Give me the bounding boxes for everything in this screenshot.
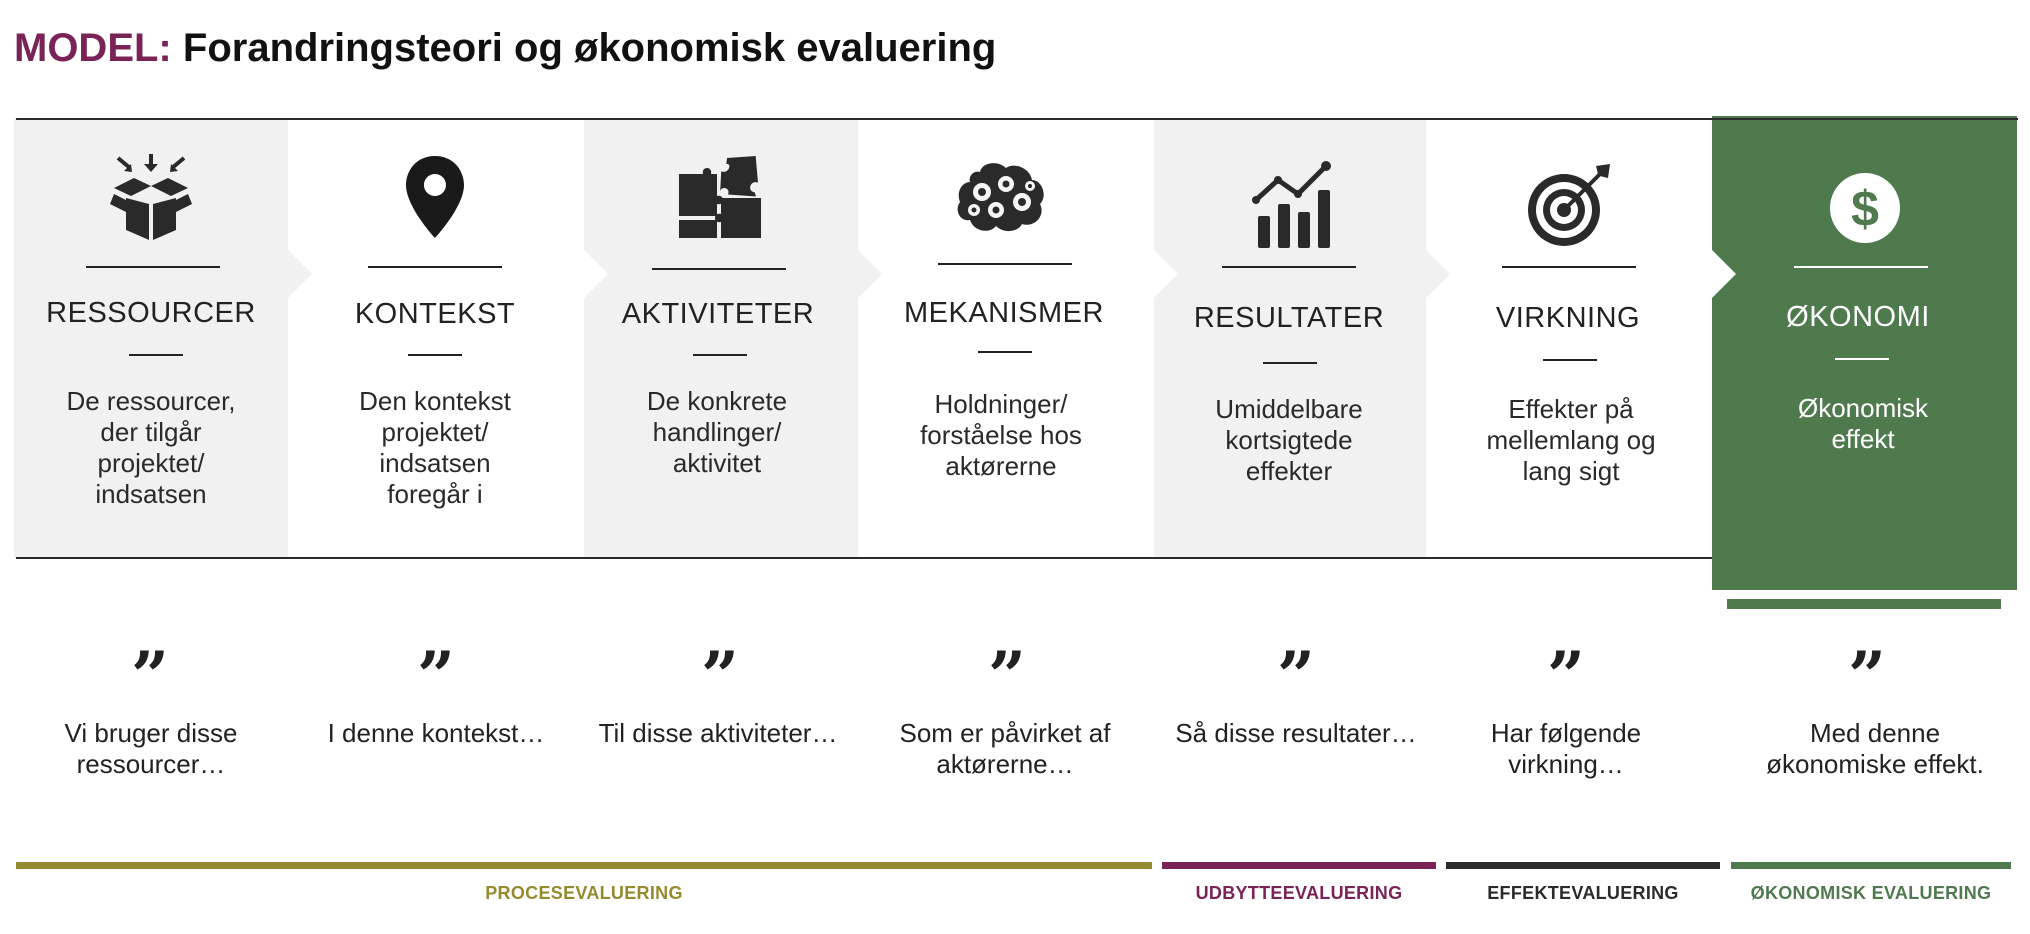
udbytteevaluering-band — [1162, 862, 1436, 869]
stage-quote: Vi bruger disse ressourcer… — [64, 718, 238, 779]
stage-quote: Har følgende virkning… — [1490, 718, 1642, 779]
stage-quote: Med denne økonomiske effekt. — [1766, 718, 1984, 779]
chevron-arrow — [1712, 250, 1736, 298]
chevron-arrow — [1426, 250, 1450, 298]
okonomi-underline — [1727, 599, 2001, 609]
svg-text:$: $ — [1851, 181, 1879, 237]
short-separator — [1835, 358, 1889, 360]
chevron-arrow — [858, 250, 882, 298]
separator-line — [1222, 266, 1356, 268]
stage-description: Økonomisk effekt — [1797, 393, 1929, 454]
short-separator — [408, 354, 462, 356]
bottom-divider — [16, 557, 1712, 559]
target-arrow-icon — [1524, 160, 1614, 250]
chevron-arrow — [1154, 250, 1178, 298]
quote-mark-icon: ” — [1848, 637, 1886, 715]
chevron-arrow — [584, 250, 608, 298]
stage-heading: RESSOURCER — [46, 297, 256, 329]
stage-description: Den kontekst projektet/ indsatsen foregår i — [359, 386, 511, 509]
short-separator — [978, 351, 1032, 353]
stage-quote: I denne kontekst… — [327, 718, 545, 748]
short-separator — [1263, 362, 1317, 364]
udbytteevaluering-label: UDBYTTEEVALUERING — [1195, 883, 1403, 903]
okonomisk-evaluering-label: ØKONOMISK EVALUERING — [1750, 883, 1992, 903]
quote-mark-icon: ” — [988, 637, 1026, 715]
separator-line — [652, 268, 786, 270]
stage-heading: KONTEKST — [354, 298, 516, 330]
stage-description: Effekter på mellemlang og lang sigt — [1486, 394, 1656, 486]
stage-heading: VIRKNING — [1495, 302, 1641, 334]
brain-gears-icon — [952, 152, 1052, 242]
separator-line — [368, 266, 502, 268]
quote-mark-icon: ” — [1547, 637, 1585, 715]
dollar-coin-icon — [1820, 164, 1910, 254]
stage-heading: ØKONOMI — [1786, 301, 1930, 333]
location-pin-icon — [390, 152, 480, 242]
stage-quote: Til disse aktiviteter… — [598, 718, 838, 748]
quote-mark-icon: ” — [131, 637, 169, 715]
quote-mark-icon: ” — [1277, 637, 1315, 715]
page-title — [14, 22, 996, 74]
stage-description: De ressourcer, der tilgår projektet/ indsatsen — [66, 386, 236, 509]
puzzle-pieces-icon — [675, 152, 765, 242]
short-separator — [129, 354, 183, 356]
title-text: Forandringsteori og økonomisk evaluering — [182, 26, 997, 70]
short-separator — [1543, 359, 1597, 361]
stage-heading: AKTIVITETER — [621, 298, 815, 330]
effektevaluering-label: EFFEKTEVALUERING — [1487, 883, 1679, 903]
chevron-arrow — [288, 250, 312, 298]
short-separator — [693, 354, 747, 356]
stage-heading: MEKANISMER — [904, 297, 1104, 329]
bar-chart-trend-icon — [1250, 160, 1340, 250]
procesevaluering-band — [16, 862, 1152, 869]
top-divider — [16, 118, 2018, 120]
stage-description: Holdninger/ forståelse hos aktørerne — [920, 389, 1082, 481]
quote-mark-icon: ” — [701, 637, 739, 715]
okonomisk-evaluering-band — [1731, 862, 2011, 869]
quote-mark-icon: ” — [417, 637, 455, 715]
separator-line — [86, 266, 220, 268]
stage-description: Umiddelbare kortsigtede effekter — [1215, 394, 1363, 486]
stage-quote: Så disse resultater… — [1175, 718, 1417, 748]
separator-line — [1794, 266, 1928, 268]
stage-heading: RESULTATER — [1193, 302, 1385, 334]
separator-line — [1502, 266, 1636, 268]
stage-description: De konkrete handlinger/ aktivitet — [646, 386, 788, 478]
effektevaluering-band — [1446, 862, 1720, 869]
box-with-inward-arrows-icon — [106, 152, 196, 242]
title-prefix: MODEL: — [14, 26, 172, 70]
stage-quote: Som er påvirket af aktørerne… — [899, 718, 1111, 779]
separator-line — [938, 263, 1072, 265]
procesevaluering-label: PROCESEVALUERING — [485, 883, 683, 903]
